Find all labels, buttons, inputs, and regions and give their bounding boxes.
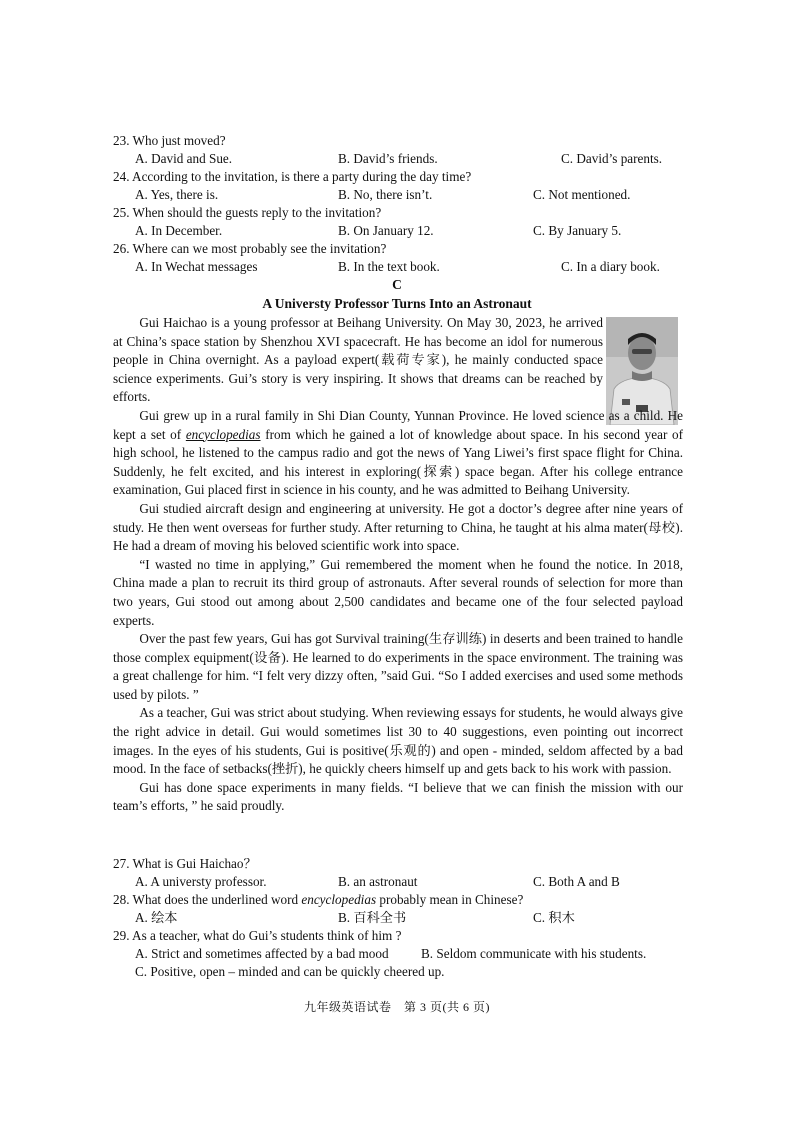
question-28-pre: 28. What does the underlined word (113, 892, 302, 907)
paragraph-2 (113, 407, 683, 500)
question-28 (113, 891, 683, 909)
option-c: C. Positive, open – minded and can be quickly cheered up. (135, 964, 445, 979)
option-c: C. Both A and B (533, 874, 620, 889)
question-26: 26. Where can we most probably see the invitation? (113, 241, 387, 256)
option-c: C. David’s parents. (561, 151, 663, 166)
paragraph-2-start: Gui grew up in a rural family in Shi Dian County, Yunnan Province. He loved science as a child. He kept a set of (113, 407, 683, 442)
section-letter: C (392, 277, 402, 292)
option-c: C. In a diary book. (561, 259, 660, 274)
option-a: A. 绘本 (135, 910, 178, 925)
option-a: A. In December. (135, 223, 223, 238)
paragraph-3: Gui studied aircraft design and engineering at university. He got a doctor’s degree after nine years of study. He then went overseas for further study. After returning to China, he taught at his alma mater(母校). He had a dream of moving his beloved scientific work into space. (113, 500, 683, 554)
option-b: B. On January 12. (338, 223, 434, 238)
page-footer: 九年级英语试卷 第 3 页(共 6 页) (304, 1000, 490, 1014)
option-c: C. By January 5. (533, 223, 622, 238)
options-24 (113, 186, 683, 204)
option-b: B. David’s friends. (338, 151, 438, 166)
options-28 (113, 909, 683, 927)
questions-top (113, 132, 683, 276)
paragraph-4: “I wasted no time in applying,” Gui remembered the moment when he found the notice. In 2018, China made a plan to recruit its third group of astronauts. After several rounds of selection for more than two years, Gui stood out among about 2,500 candidates and became one of the four selected payload experts. (113, 556, 683, 628)
question-23: 23. Who just moved? (113, 133, 226, 148)
option-b: B. an astronaut (338, 874, 418, 889)
reading-passage (113, 314, 683, 816)
option-a: A. In Wechat messages (135, 259, 258, 274)
paragraph-2-rest: from which he gained a lot of knowledge about space. In his second year of high school, he listened to the campus radio and got the news of Yang Liwei’s first space flight for China. Suddenly, he felt excited, and his interest in exploring(探索) space began. After his college entrance examination, Gui placed first in science in his county, and he was admitted to Beihang University. (113, 426, 684, 498)
option-c: C. Not mentioned. (533, 187, 631, 202)
option-a: A. A universty professor. (135, 874, 267, 889)
options-25 (113, 222, 683, 240)
question-27: 27. What is Gui Haichao？ (113, 856, 257, 871)
options-27 (113, 873, 683, 891)
option-a: A. Yes, there is. (135, 187, 219, 202)
option-b: B. 百科全书 (338, 910, 407, 925)
options-23 (113, 150, 683, 168)
underlined-word: encyclopedias (185, 426, 261, 442)
options-29-c (113, 963, 683, 981)
option-b: B. In the text book. (338, 259, 440, 274)
paragraph-6: As a teacher, Gui was strict about studying. When reviewing essays for students, he would always give the right advice in detail. Gui would sometimes list 30 to 40 suggestions, even pointing out incorrect images. In the eyes of his students, Gui is positive(乐观的) and open - minded, seldom affected by a bad mood. In the face of setbacks(挫折), he quickly cheers himself up and gets back to his work with passion. (113, 705, 683, 777)
option-a: A. David and Sue. (135, 151, 233, 166)
question-29: 29. As a teacher, what do Gui’s students think of him ? (113, 928, 402, 943)
options-26 (113, 258, 683, 276)
question-28-post: probably mean in Chinese? (376, 892, 524, 907)
question-25: 25. When should the guests reply to the invitation? (113, 205, 382, 220)
paragraph-7: Gui has done space experiments in many fields. “I believe that we can finish the mission with our team’s efforts, ” he said proudly. (113, 779, 683, 814)
option-b: B. No, there isn’t. (338, 187, 433, 202)
passage-title: A Universty Professor Turns Into an Astronaut (262, 296, 532, 311)
options-29-ab (113, 945, 683, 963)
question-28-word: encyclopedias (301, 892, 377, 907)
paragraph-1: Gui Haichao is a young professor at Beihang University. On May 30, 2023, he arrived at China’s space station by Shenzhou XVI spacecraft. He has become an idol for numerous people in China overnight. As a payload expert(载荷专家), he mainly conducted space science experiments. Gui’s story is very inspiring. It shows that dreams can be reached by efforts. (113, 315, 603, 405)
option-c: C. 积木 (533, 910, 575, 925)
question-24: 24. According to the invitation, is there a party during the day time? (113, 169, 472, 184)
paragraph-5: Over the past few years, Gui has got Survival training(生存训练) in deserts and been trained to handle those complex equipment(设备). He learned to do experiments in the space environment. The training was a great challenge for him. “I felt very dizzy often, ”said Gui. “So I added exercises and used some methods used by pilots. ” (113, 631, 683, 702)
questions-bottom (113, 855, 683, 981)
option-a: A. Strict and sometimes affected by a bad mood (135, 946, 389, 961)
option-b: B. Seldom communicate with his students. (421, 946, 647, 961)
